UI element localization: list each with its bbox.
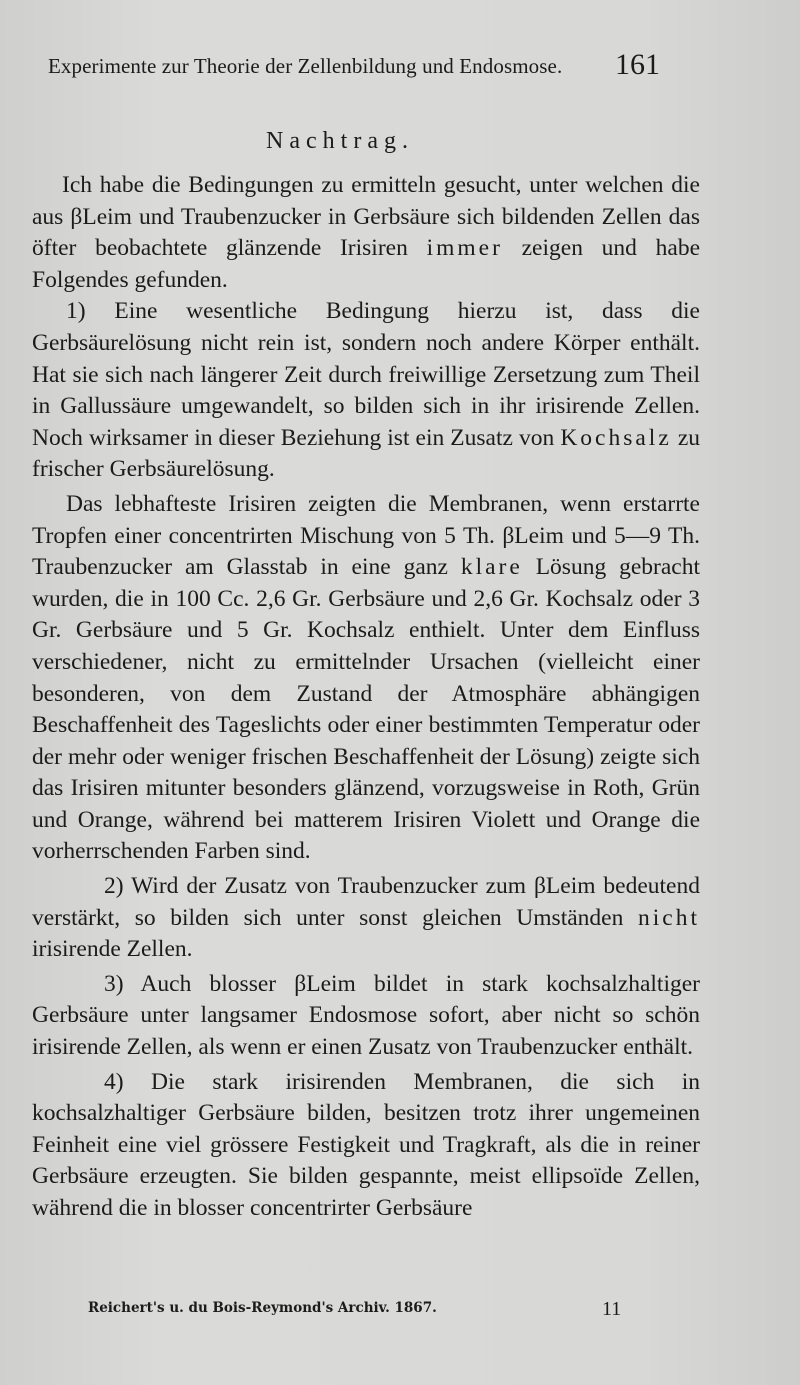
paragraph-text: Lösung gebracht wurden, die in 100 Cc. 2,6 Gr. Gerbsäure und 2,6 Gr. Kochsalz oder 3 Gr. Gerbsäure und 5 Gr. Kochsalz enthielt. Unter dem Einfluss verschiedener, nicht zu ermittelnder Ursachen (vielleicht einer besonderen, von dem Zustand der Atmosphäre abhängigen Beschaffenheit des Tageslichts oder einer bestimmten Temperatur oder der mehr oder weniger frischen Beschaffenheit der Lösung) zeigte sich das Irisiren mitunter besonders glänzend, vorzugsweise in Roth, Grün und Orange, während bei matterem Irisiren Violett und Orange die vorherrschenden Farben sind. — [32, 554, 700, 865]
section-heading: Nachtrag. — [266, 128, 414, 154]
paragraph-text: 3) Auch blosser βLeim bildet in stark kochsalzhaltiger Gerbsäure unter langsamer Endosmose sofort, aber nicht so schön irisirende Zellen, als wenn er einen Zusatz von Traubenzucker enthält. — [32, 970, 700, 1061]
paragraph-text: Ich habe die Bedingungen zu ermitteln gesucht, unter welchen die aus βLeim und Traubenzucker in Gerbsäure sich bildenden Zellen das öfter beobachtete glänzende Irisiren — [32, 172, 700, 262]
running-head — [48, 48, 660, 84]
paragraph-text: 1) Eine wesentliche Bedingung hierzu ist, dass die Gerbsäurelösung nicht rein ist, sondern noch andere Körper enthält. Hat sie sich nach längerer Zeit durch freiwillige Zersetzung zum Theil in Gallussäure umgewandelt, so bilden sich in ihr irisirende Zellen. Noch wirksamer in dieser Beziehung ist ein Zusatz von — [32, 298, 700, 451]
paragraph-text: Das lebhafteste Irisiren zeigten die Membranen, wenn erstarrte Tropfen einer concentrirten Mischung von 5 Th. βLeim und 5—9 Th. Traubenzucker am Glasstab in eine ganz — [32, 490, 700, 581]
paragraph-text: 2) Wird der Zusatz von Traubenzucker zum βLeim bedeutend verstärkt, so bilden sich unter sonst gleichen Umständen — [32, 873, 700, 931]
emphasis-text: Kochsalz — [560, 424, 672, 451]
paragraph-text: irisirende Zellen. — [32, 936, 193, 963]
running-head-title: Experimente zur Theorie der Zellenbildung und Endosmose. — [48, 54, 563, 78]
paragraph-condition-2 — [32, 871, 700, 966]
paragraph-text: 4) Die stark irisirenden Membranen, die sich in kochsalzhaltiger Gerbsäure bilden, besitzen trotz ihrer ungemeinen Feinheit eine viel grössere Festigkeit und Tragkraft, als die in reiner Gerbsäure erzeugten. Sie bilden gespannte, meist ellipsoïde Zellen, während die in blosser concentrirter Gerbsäure — [32, 1068, 700, 1221]
body-text — [32, 170, 700, 1225]
footer-signature: 11 — [602, 1298, 622, 1320]
paragraph-condition-4 — [32, 1067, 700, 1225]
paragraph-condition-3 — [32, 969, 700, 1064]
paragraph-observation — [32, 489, 700, 868]
emphasis-text: nicht — [638, 904, 700, 931]
emphasis-text: klare — [460, 554, 523, 581]
paragraph-condition-1 — [32, 296, 700, 486]
page-number: 161 — [615, 48, 660, 81]
emphasis-text: immer — [426, 235, 503, 262]
paragraph-text: zeigen und habe Folgendes gefunden. — [32, 235, 700, 293]
paragraph-text: zu frischer Gerbsäurelösung. — [32, 424, 701, 483]
paragraph-intro — [32, 170, 700, 296]
footer-source: Reichert's u. du Bois-Reymond's Archiv. 1867. — [88, 1300, 437, 1316]
